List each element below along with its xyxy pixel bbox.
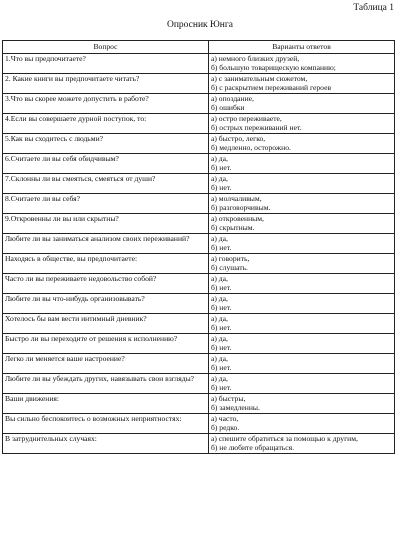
question-cell: Любите ли вы что-нибудь организовывать? — [3, 294, 209, 314]
answer-option: а) часто, — [211, 415, 239, 423]
answer-option: б) медленно, осторожно. — [211, 143, 291, 152]
table-row — [3, 194, 395, 214]
answers-cell — [209, 154, 395, 174]
answers-cell — [209, 54, 395, 74]
answer-option: а) да, — [211, 175, 228, 183]
answer-option: б) нет. — [211, 343, 232, 352]
answer-option: а) говорить, — [211, 255, 250, 263]
table-row — [3, 334, 395, 354]
answer-option: а) быстро, легко, — [211, 135, 266, 143]
table-row — [3, 234, 395, 254]
table-row — [3, 314, 395, 334]
question-cell: 8.Считаете ли вы себя? — [3, 194, 209, 214]
answer-option: б) редко. — [211, 423, 240, 432]
question-cell: 6.Считаете ли вы себя обидчивым? — [3, 154, 209, 174]
question-cell: Вы сильно беспокоитесь о возможных неприятностях: — [3, 414, 209, 434]
answers-cell — [209, 234, 395, 254]
question-cell: 3.Что вы скорее можете допустить в работе? — [3, 94, 209, 114]
answers-cell — [209, 134, 395, 154]
table-row — [3, 134, 395, 154]
table-row — [3, 94, 395, 114]
answer-option: а) опоздание, — [211, 95, 254, 103]
question-cell: Находясь в обществе, вы предпочитаете: — [3, 254, 209, 274]
answer-option: б) нет. — [211, 303, 232, 312]
question-cell: Любите ли вы убеждать других, навязывать свои взгляды? — [3, 374, 209, 394]
answer-option: а) немного близких друзей, — [211, 55, 300, 63]
answer-option: а) да, — [211, 355, 228, 363]
table-row — [3, 374, 395, 394]
answers-cell — [209, 334, 395, 354]
answer-option: б) замедленны. — [211, 403, 260, 412]
question-cell: 4.Если вы совершаете дурной поступок, то: — [3, 114, 209, 134]
answer-option: а) да, — [211, 375, 228, 383]
answers-cell — [209, 74, 395, 94]
answer-option: б) разговорчивым. — [211, 203, 271, 212]
answer-option: а) молчаливым, — [211, 195, 262, 203]
table-row — [3, 174, 395, 194]
answer-option: б) не любите обращаться. — [211, 443, 294, 452]
question-cell: 1.Что вы предпочитаете? — [3, 54, 209, 74]
answer-option: а) да, — [211, 315, 228, 323]
answers-cell — [209, 414, 395, 434]
question-cell: Быстро ли вы переходите от решения к исполнению? — [3, 334, 209, 354]
question-cell: В затруднительных случаях: — [3, 434, 209, 454]
table-row — [3, 394, 395, 414]
table-row — [3, 154, 395, 174]
answer-option: а) быстры, — [211, 395, 246, 403]
answer-option: а) да, — [211, 155, 228, 163]
answers-cell — [209, 94, 395, 114]
table-row — [3, 114, 395, 134]
question-cell: 7.Склонны ли вы смеяться, смеяться от души? — [3, 174, 209, 194]
answer-option: б) большую товарищескую компанию; — [211, 63, 336, 72]
table-row — [3, 414, 395, 434]
table-row — [3, 434, 395, 454]
answer-option: а) откровенным, — [211, 215, 264, 223]
document-title: Опросник Юнга — [166, 20, 234, 30]
answer-option: а) спешите обратиться за помощью к другим, — [211, 435, 358, 443]
table-row — [3, 294, 395, 314]
questionnaire-table — [2, 40, 395, 454]
answer-option: б) ошибки — [211, 103, 245, 112]
answers-cell — [209, 314, 395, 334]
column-header-question: Вопрос — [3, 41, 209, 54]
answer-option: б) нет. — [211, 283, 232, 292]
answers-cell — [209, 294, 395, 314]
answer-option: а) да, — [211, 295, 228, 303]
table-row — [3, 274, 395, 294]
question-cell: Ваши движения: — [3, 394, 209, 414]
answer-option: б) острых переживаний нет. — [211, 123, 302, 132]
answers-cell — [209, 394, 395, 414]
answer-option: б) нет. — [211, 183, 232, 192]
table-row — [3, 54, 395, 74]
answers-cell — [209, 174, 395, 194]
answers-cell — [209, 114, 395, 134]
table-row — [3, 354, 395, 374]
answers-cell — [209, 354, 395, 374]
question-cell: Легко ли меняется ваше настроение? — [3, 354, 209, 374]
question-cell: 2. Какие книги вы предпочитаете читать? — [3, 74, 209, 94]
answer-option: а) остро переживаете, — [211, 115, 282, 123]
answer-option: б) скрытным. — [211, 223, 255, 232]
answer-option: б) нет. — [211, 383, 232, 392]
answer-option: б) слушать. — [211, 263, 248, 272]
table-row — [3, 254, 395, 274]
answer-option: б) нет. — [211, 163, 232, 172]
column-header-answers: Варианты ответов — [209, 41, 395, 54]
answer-option: а) да, — [211, 275, 228, 283]
answers-cell — [209, 374, 395, 394]
answers-cell — [209, 434, 395, 454]
table-row — [3, 74, 395, 94]
question-cell: 9.Откровенны ли вы или скрытны? — [3, 214, 209, 234]
question-cell: Хотелось бы вам вести интимный дневник? — [3, 314, 209, 334]
answer-option: б) с раскрытием переживаний героев — [211, 83, 332, 92]
answers-cell — [209, 214, 395, 234]
answers-cell — [209, 194, 395, 214]
answers-cell — [209, 274, 395, 294]
answer-option: б) нет. — [211, 323, 232, 332]
answer-option: а) с занимательным сюжетом, — [211, 75, 308, 83]
answer-option: б) нет. — [211, 363, 232, 372]
question-cell: Любите ли вы заниматься анализом своих переживаний? — [3, 234, 209, 254]
answer-option: а) да, — [211, 235, 228, 243]
table-number: Таблица 1 — [353, 3, 394, 13]
question-cell: 5.Как вы сходитесь с людьми? — [3, 134, 209, 154]
table-row — [3, 214, 395, 234]
answers-cell — [209, 254, 395, 274]
answer-option: б) нет. — [211, 243, 232, 252]
question-cell: Часто ли вы переживаете недовольство собой? — [3, 274, 209, 294]
table-header-row — [3, 41, 395, 54]
answer-option: а) да, — [211, 335, 228, 343]
